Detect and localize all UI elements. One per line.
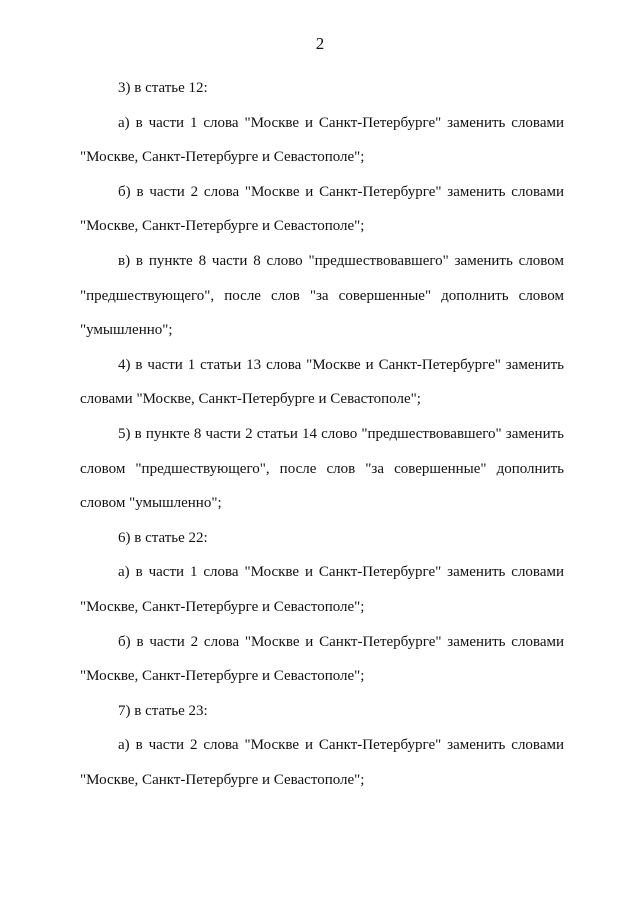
- text-line: "Москве, Санкт-Петербурге и Севастополе";: [80, 771, 365, 788]
- text-line: словом "умышленно";: [80, 495, 222, 512]
- text-line: словом "предшествующего", после слов "за совершенные" дополнить: [80, 460, 564, 477]
- item-3b: [80, 175, 564, 244]
- item-6b: [80, 625, 564, 694]
- text-line: "умышленно";: [80, 322, 173, 339]
- item-6-heading: 6) в статье 22:: [118, 529, 208, 546]
- text-line: б) в части 2 слова "Москве и Санкт-Петербурге" заменить словами: [118, 183, 564, 200]
- text-line: 4) в части 1 статьи 13 слова "Москве и Санкт-Петербурге" заменить: [118, 356, 564, 373]
- item-5: [80, 417, 564, 521]
- item-6a: [80, 555, 564, 624]
- item-3-heading: 3) в статье 12:: [118, 80, 208, 96]
- text-line: "предшествующего", после слов "за совершенные" дополнить словом: [80, 287, 564, 304]
- text-line: "Москве, Санкт-Петербурге и Севастополе";: [80, 149, 365, 166]
- text-line: б) в части 2 слова "Москве и Санкт-Петербурге" заменить словами: [118, 633, 564, 650]
- item-7a: [80, 728, 564, 797]
- text-line: "Москве, Санкт-Петербурге и Севастополе";: [80, 598, 365, 615]
- text-line: "Москве, Санкт-Петербурге и Севастополе";: [80, 668, 365, 685]
- item-3v: [80, 244, 564, 348]
- text-line: а) в части 1 слова "Москве и Санкт-Петербурге" заменить словами: [118, 114, 564, 131]
- text-line: 5) в пункте 8 части 2 статьи 14 слово "предшествовавшего" заменить: [118, 425, 564, 442]
- item-7-heading: 7) в статье 23:: [118, 702, 208, 719]
- text-line: словами "Москве, Санкт-Петербурге и Севастополе";: [80, 391, 421, 408]
- item-3a: [80, 106, 564, 175]
- document-body: [80, 71, 564, 797]
- text-line: "Москве, Санкт-Петербурге и Севастополе";: [80, 218, 365, 235]
- page-number: 2: [315, 34, 325, 53]
- item-4: [80, 348, 564, 417]
- text-line: а) в части 1 слова "Москве и Санкт-Петербурге" заменить словами: [118, 564, 564, 581]
- text-line: а) в части 2 слова "Москве и Санкт-Петербурге" заменить словами: [118, 737, 564, 754]
- text-line: в) в пункте 8 части 8 слово "предшествовавшего" заменить словом: [118, 252, 564, 269]
